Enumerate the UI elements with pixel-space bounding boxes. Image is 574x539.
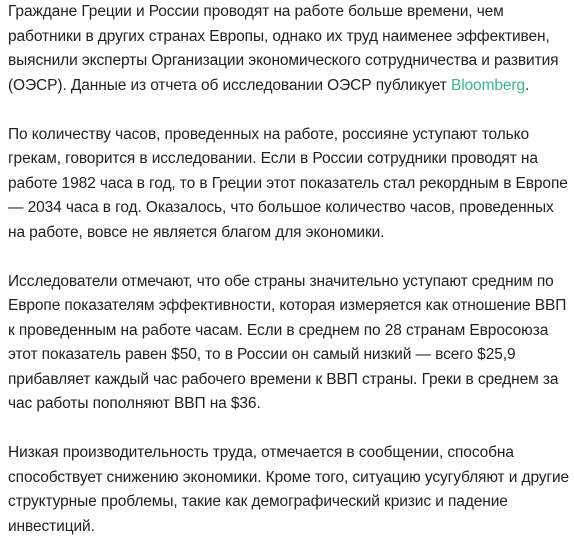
paragraph-intro-end: . bbox=[525, 76, 530, 94]
paragraph-hours: По количеству часов, проведенных на работе, россияне уступают только грекам, говорится в исследовании. Если в России сотрудники проводят на работе 1982 часа в год, то в Греции этот показатель стал рекордным в Европе — 2034 часа в год. Оказалось, что большое количество часов, проведенных на работе, вовсе не является благом для экономики. bbox=[8, 125, 568, 241]
paragraph-conclusion: Низкая производительность труда, отмечается в сообщении, способна способствует снижению экономики. Кроме того, ситуацию усугубляют и другие структурные проблемы, такие как демографический кризис и падение инвестиций. bbox=[8, 444, 570, 535]
bloomberg-link[interactable]: Bloomberg bbox=[450, 76, 526, 94]
paragraph-productivity: Исследователи отмечают, что обе страны значительно уступают средним по Европе показателям эффективности, которая измеряется как отношение ВВП к проведенным на работе часам. Если в среднем по 28 странам Евросоюза этот показатель равен $50, то в России он самый низкий — всего $25,9 прибавляет каждый час рабочего времени к ВВП страны. Греки в среднем за час работы пополняют ВВП на $36. bbox=[8, 272, 567, 412]
paragraph-intro bbox=[8, 0, 572, 98]
paragraph-intro-text: Граждане Греции и России проводят на работе больше времени, чем работники в других странах Европы, однако их труд наименее эффективен, выяснили эксперты Организации экономического сотрудничества и развития (ОЭСР). Данные из отчета об исследовании ОЭСР публикует bbox=[8, 3, 559, 94]
